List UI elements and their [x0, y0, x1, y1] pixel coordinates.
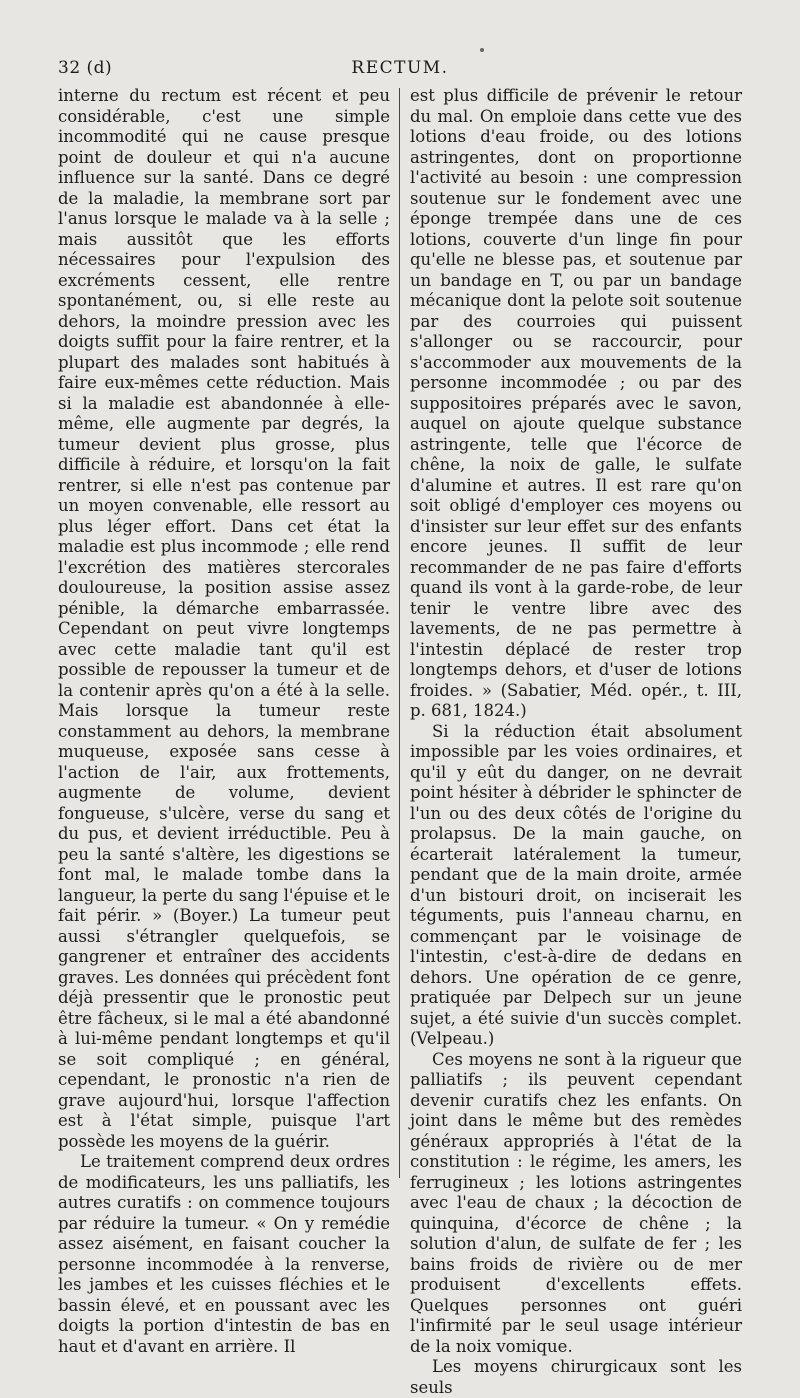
- paragraph: est plus difficile de prévenir le retour du mal. On emploie dans cette vue des lotions d'eau froide, ou des lotions astringentes, dont on proportionne l'activité au besoin : une compression soutenue sur le fondement avec une éponge trempée dans une de ces lotions, couverte d'un linge fin pour qu'elle ne blesse pas, et soutenue par un bandage en T, ou par un bandage mécanique dont la pelote soit soutenue par des courroies qui puissent s'allonger ou se raccourcir, pour s'accommoder aux mouvements de la personne incommodée ; ou par des suppositoires préparés avec le savon, auquel on ajoute quelque substance astringente, telle que l'écorce de chêne, la noix de galle, le sulfate d'alumine et autres. Il est rare qu'on soit obligé d'employer ces moyens ou d'insister sur leur effet sur des enfants encore jeunes. Il suffit de leur recommander de ne pas faire d'efforts quand ils vont à la garde-robe, de leur tenir le ventre libre avec des lavements, de ne pas permettre à l'intestin déplacé de rester trop longtemps dehors, et d'user de lotions froides. » (Sabatier, Méd. opér., t. III, p. 681, 1824.): [410, 86, 742, 720]
- paragraph: Si la réduction était absolument impossible par les voies ordinaires, et qu'il y eût du danger, on ne devrait point hésiter à débrider le sphincter de l'un ou des deux côtés de l'origine du prolapsus. De la main gauche, on écarterait latéralement la tumeur, pendant que de la main droite, armée d'un bistouri droit, on inciserait les téguments, puis l'anneau charnu, en commençant par le voisinage de l'intestin, c'est-à-dire de dedans en dehors. Une opération de ce genre, pratiquée par Delpech sur un jeune sujet, a été suivie d'un succès complet. (Velpeau.): [410, 721, 742, 1048]
- column-divider: [399, 88, 400, 1178]
- page-number: 32 (d): [58, 58, 113, 78]
- left-column: [58, 86, 390, 1357]
- paragraph: Les moyens chirurgicaux sont les seuls: [410, 1357, 742, 1397]
- running-title: RECTUM.: [351, 58, 449, 78]
- paragraph: interne du rectum est récent et peu considérable, c'est une simple incommodité qui ne cause presque point de douleur et qui n'a aucune influence sur la santé. Dans ce degré de la maladie, la membrane sort par l'anus lorsque le malade va à la selle ; mais aussitôt que les efforts nécessaires pour l'expulsion des excréments cessent, elle rentre spontanément, ou, si elle reste au dehors, la moindre pression avec les doigts suffit pour la faire rentrer, et la plupart des malades sont habitués à faire eux-mêmes cette réduction. Mais si la maladie est abandonnée à elle-même, elle augmente par degrés, la tumeur devient plus grosse, plus difficile à réduire, et lorsqu'on la fait rentrer, si elle n'est pas contenue par un moyen convenable, elle ressort au plus léger effort. Dans cet état la maladie est plus incommode ; elle rend l'excrétion des matières stercorales douloureuse, la position assise assez pénible, la démarche embarrassée. Cependant on peut vivre longtemps avec cette maladie tant qu'il est possible de repousser la tumeur et de la contenir après qu'on a été à la selle. Mais lorsque la tumeur reste constamment au dehors, la membrane muqueuse, exposée sans cesse à l'action de l'air, aux frottements, augmente de volume, devient fongueuse, s'ulcère, verse du sang et du pus, et devient irréductible. Peu à peu la santé s'altère, les digestions se font mal, le malade tombe dans la langueur, la perte du sang l'épuise et le fait périr. » (Boyer.) La tumeur peut aussi s'étrangler quelquefois, se gangrener et entraîner des accidents graves. Les données qui précèdent font déjà pressentir que le pronostic peut être fâcheux, si le mal a été abandonné à lui-même pendant longtemps et qu'il se soit compliqué ; en général, cependant, le pronostic n'a rien de grave aujourd'hui, lorsque l'affection est à l'état simple, puisque l'art possède les moyens de la guérir.: [58, 86, 390, 1151]
- paragraph: Le traitement comprend deux ordres de modificateurs, les uns palliatifs, les autres curatifs : on commence toujours par réduire la tumeur. « On y remédie assez aisément, en faisant coucher la personne incommodée à la renverse, les jambes et les cuisses fléchies et le bassin élevé, et en poussant avec les doigts la portion d'intestin de bas en haut et d'avant en arrière. Il: [58, 1152, 390, 1356]
- page-header: [58, 58, 742, 82]
- print-speck: [480, 48, 484, 52]
- paragraph: Ces moyens ne sont à la rigueur que palliatifs ; ils peuvent cependant devenir curatifs chez les enfants. On joint dans le même but des remèdes généraux appropriés à l'état de la constitution : le régime, les amers, les ferrugineux ; les lotions astringentes avec l'eau de chaux ; la décoction de quinquina, d'écorce de chêne ; la solution d'alun, de sulfate de fer ; les bains froids de rivière ou de mer produisent d'excellents effets. Quelques personnes ont guéri l'infirmité par le seul usage intérieur de la noix vomique.: [410, 1049, 742, 1356]
- right-column: [410, 86, 742, 1398]
